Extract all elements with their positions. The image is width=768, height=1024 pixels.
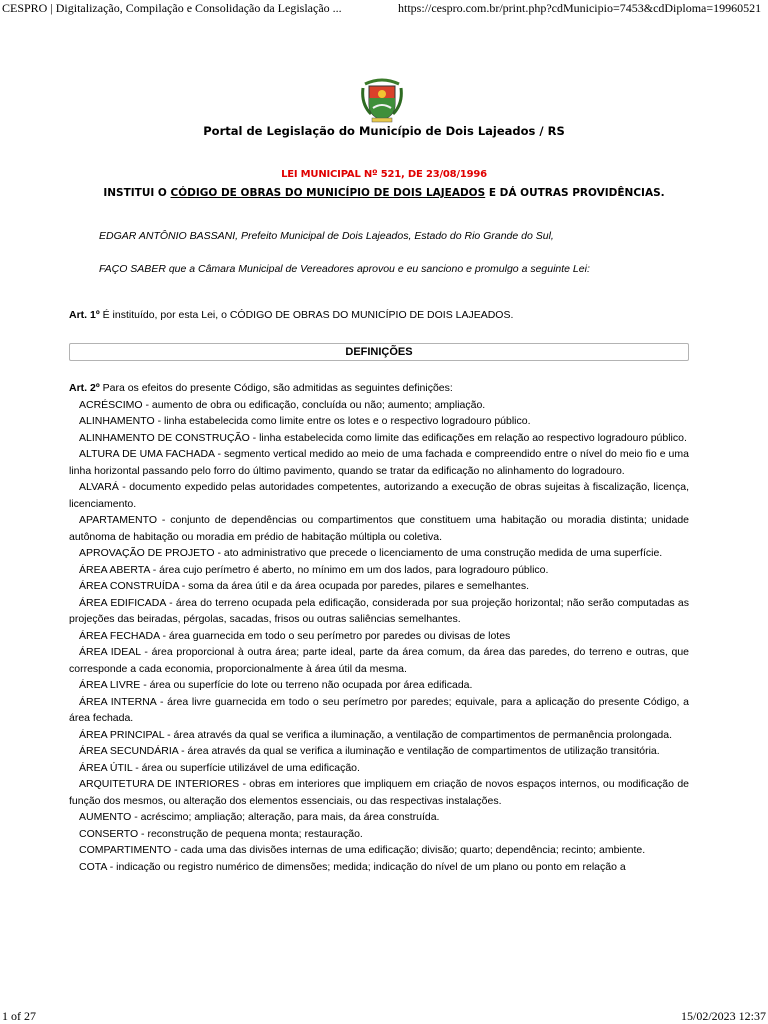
definition-item: ÁREA FECHADA - área guarnecida em todo o seu perímetro por paredes ou divisas de lotes — [79, 629, 511, 642]
definition-item: ÁREA EDIFICADA - área do terreno ocupada pela edificação, considerada por sua projeção horizontal; não serão computadas as projeções das beiradas, pérgolas, sacadas, frisos ou outras saliências semelhantes. — [69, 596, 689, 625]
preamble-enactment: FAÇO SABER que a Câmara Municipal de Vereadores aprovou e eu sanciono e promulgo a seguinte Lei: — [99, 263, 590, 275]
definition-item: ACRÉSCIMO - aumento de obra ou edificação, concluída ou não; aumento; ampliação. — [79, 398, 486, 411]
definition-item: APARTAMENTO - conjunto de dependências ou compartimentos que constituem uma habitação ou moradia distinta; unidade autônoma de habitação ou moradia em prédio de habitação múltipla ou coletiva. — [69, 514, 689, 543]
municipal-crest-icon — [359, 74, 405, 124]
print-page-title: CESPRO | Digitalização, Compilação e Consolidação da Legislação ... — [2, 1, 342, 15]
definition-item: ALTURA DE UMA FACHADA - segmento vertical medido ao meio de uma fachada e compreendido entre o nível do meio fio e uma linha horizontal passando pelo forro do último pavimento, quando se tratar da edificação no alinhamento do logradouro. — [69, 448, 689, 477]
article-2-content — [69, 380, 689, 875]
article-2-intro — [69, 380, 689, 397]
law-title: LEI MUNICIPAL Nº 521, DE 23/08/1996 — [281, 169, 487, 180]
definition-item: ALINHAMENTO DE CONSTRUÇÃO - linha estabelecida como limite das edificações em relação ao respectivo logradouro público. — [79, 431, 687, 444]
definition-item: ÁREA CONSTRUÍDA - soma da área útil e da área ocupada por paredes, pilares e semelhantes. — [79, 580, 529, 592]
portal-title: Portal de Legislação do Município de Dois Lajeados / RS — [203, 124, 565, 138]
definition-item: ÁREA LIVRE - área ou superfície do lote ou terreno não ocupada por área edificada. — [79, 679, 473, 691]
definition-item: COMPARTIMENTO - cada uma das divisões internas de uma edificação; divisão; quarto; dependência; recinto; ambiente. — [79, 844, 646, 856]
print-date: 15/02/2023 12:37 — [680, 1009, 766, 1023]
article-1-text: É instituído, por esta Lei, o CÓDIGO DE OBRAS DO MUNICÍPIO DE DOIS LAJEADOS. — [99, 309, 514, 321]
definition-item: ALINHAMENTO - linha estabelecida como limite entre os lotes e o respectivo logradouro público. — [79, 415, 531, 427]
definition-item: APROVAÇÃO DE PROJETO - ato administrativo que precede o licenciamento de uma construção medida de uma superfície. — [79, 547, 663, 559]
law-subtitle — [0, 187, 768, 199]
definition-item: AUMENTO - acréscimo; ampliação; alteração, para mais, da área construída. — [79, 811, 440, 823]
print-header — [0, 0, 768, 18]
article-1-label: Art. 1º — [69, 309, 100, 321]
article-2-text: Para os efeitos do presente Código, são admitidas as seguintes definições: — [99, 382, 453, 394]
law-subtitle-prefix: INSTITUI O — [103, 187, 171, 199]
definition-item: ÁREA ABERTA - área cujo perímetro é aberto, no mínimo em um dos lados, para logradouro público. — [79, 563, 549, 576]
preamble-mayor: EDGAR ANTÔNIO BASSANI, Prefeito Municipal de Dois Lajeados, Estado do Rio Grande do Sul, — [99, 230, 554, 242]
law-subtitle-link[interactable]: CÓDIGO DE OBRAS DO MUNICÍPIO DE DOIS LAJEADOS — [170, 187, 486, 199]
section-heading: DEFINIÇÕES — [69, 343, 689, 361]
definition-item: ÁREA ÚTIL - área ou superfície utilizável de uma edificação. — [79, 761, 360, 774]
law-subtitle-suffix: E DÁ OUTRAS PROVIDÊNCIAS. — [485, 187, 665, 199]
print-footer — [0, 1009, 768, 1024]
definition-item: ARQUITETURA DE INTERIORES - obras em interiores que impliquem em criação de novos espaços internos, ou modificação de função dos mesmos, ou alteração dos elementos essenciais, ou das respectivas instalações. — [69, 778, 689, 807]
definition-item: COTA - indicação ou registro numérico de dimensões; medida; indicação do nível de um plano ou ponto em relação a — [79, 860, 626, 873]
definition-item: ALVARÁ - documento expedido pelas autoridades competentes, autorizando a execução de obras sujeitas à fiscalização, licença, licenciamento. — [69, 481, 689, 510]
definition-item: ÁREA PRINCIPAL - área através da qual se verifica a iluminação, a ventilação de compartimentos de permanência prolongada. — [79, 728, 672, 741]
article-1 — [69, 309, 513, 321]
definition-item: ÁREA SECUNDÁRIA - área através da qual se verifica a iluminação e ventilação de compartimentos de utilização transitória. — [79, 745, 660, 757]
definition-item: ÁREA IDEAL - área proporcional à outra área; parte ideal, parte da área comum, da área das paredes, do terreno e outras, que corresponde a cada economia, proporcionalmente à área útil da mesma. — [69, 646, 689, 675]
definition-item: CONSERTO - reconstrução de pequena monta; restauração. — [79, 827, 363, 840]
print-page-url: https://cespro.com.br/print.php?cdMunicipio=7453&cdDiploma=19960521 — [398, 1, 762, 15]
page-count: 1 of 27 — [2, 1009, 36, 1023]
article-2-label: Art. 2º — [69, 382, 100, 394]
definition-item: ÁREA INTERNA - área livre guarnecida em todo o seu perímetro por paredes; equivale, para a aplicação do presente Código, a área fechada. — [69, 695, 689, 724]
